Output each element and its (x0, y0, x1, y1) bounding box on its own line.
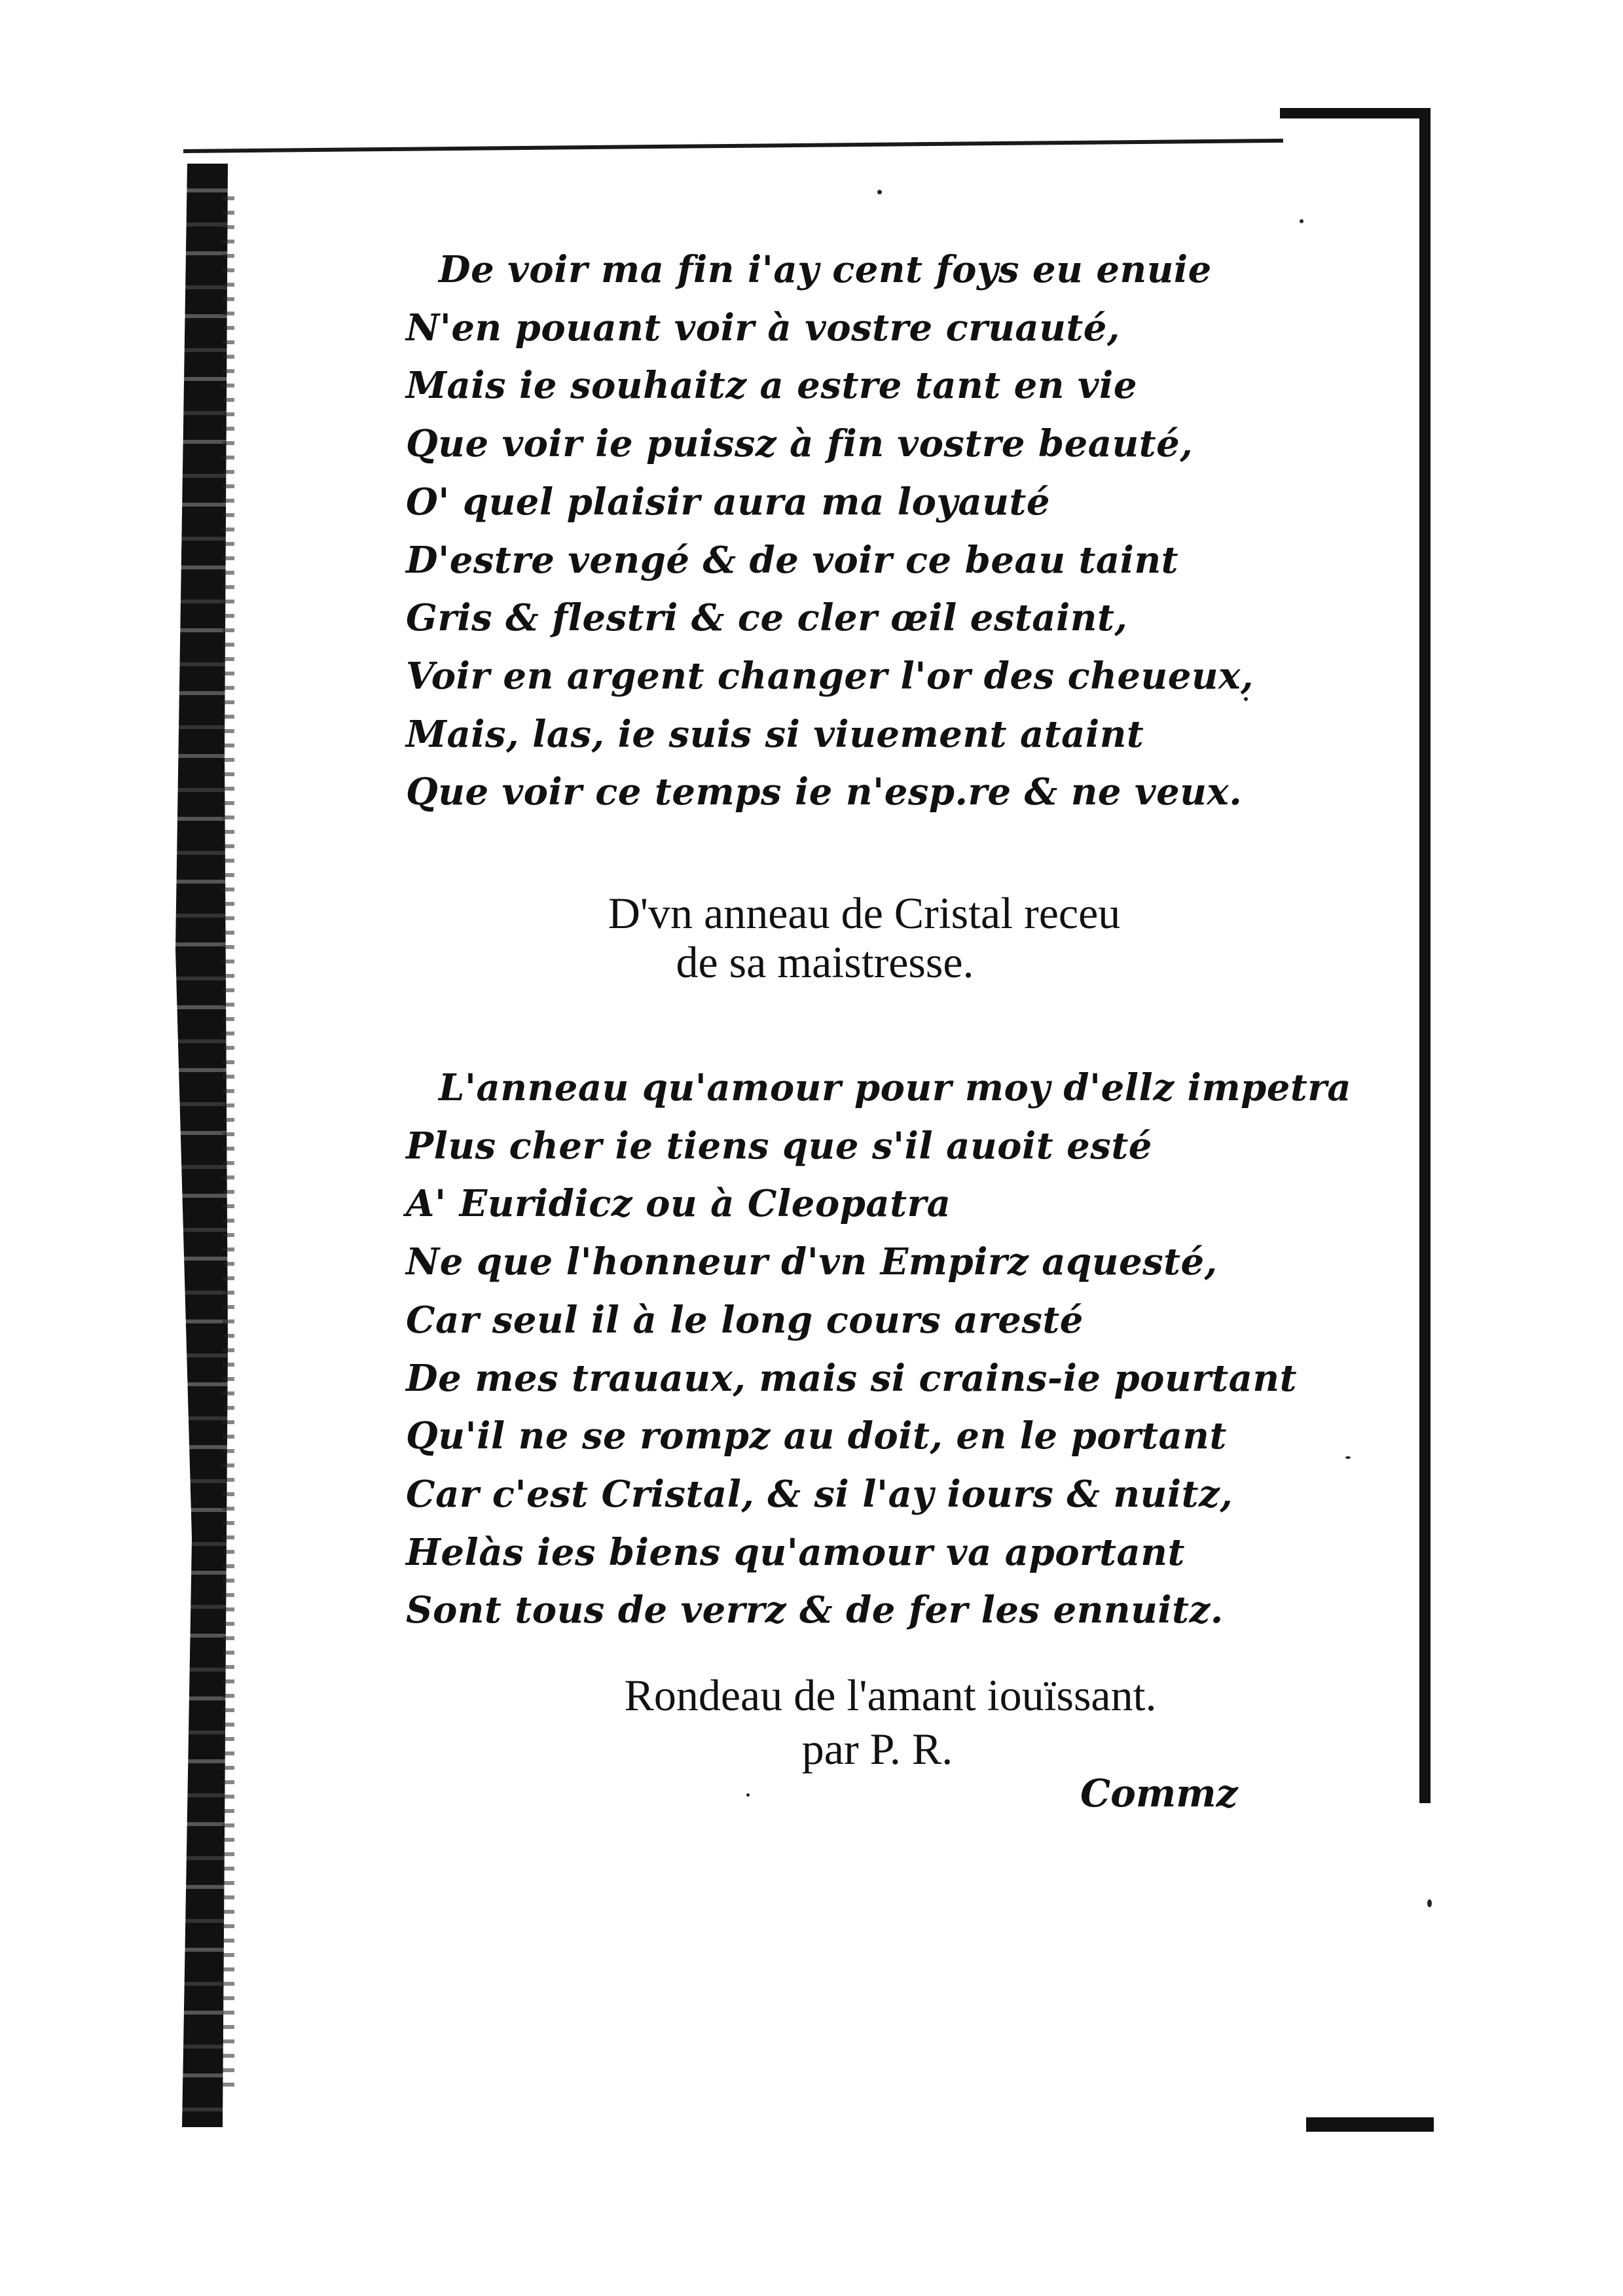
rondeau-title: Rondeau de l'amant iouïssant. (624, 1670, 1157, 1720)
verse-line: Car seul il à le long cours aresté (406, 1298, 1084, 1342)
verse-line: A' Euridicz ou à Cleopatra (406, 1182, 951, 1226)
ink-speck (877, 190, 882, 194)
verse-line: Mais ie souhaitz a estre tant en vie (406, 364, 1137, 408)
verse-line: Ne que l'honneur d'vn Empirz aquesté, (406, 1240, 1218, 1284)
verse-line: N'en pouant voir à vostre cruauté, (406, 306, 1120, 350)
verse-line: De mes trauaux, mais si crains-ie pourtant (406, 1356, 1297, 1400)
verse-line: Sont tous de verrz & de fer les ennuitz. (406, 1588, 1224, 1632)
verse-line: Mais, las, ie suis si viuement ataint (406, 712, 1144, 756)
verse-line: Que voir ie puissz à fin vostre beauté, (406, 422, 1194, 466)
verse-line: De voir ma fin i'ay cent foys eu enuie (439, 248, 1212, 291)
verse-line: Helàs ies biens qu'amour va aportant (406, 1530, 1185, 1574)
rondeau-author: par P. R. (801, 1724, 953, 1774)
right-page-edge-line (1419, 108, 1431, 1803)
verse-line: D'estre vengé & de voir ce beau taint (406, 538, 1179, 582)
verse-line: L'anneau qu'amour pour moy d'ellz impetra (439, 1066, 1352, 1109)
verse-line: Qu'il ne se rompz au doit, en le portant (406, 1414, 1227, 1458)
verse-line: Voir en argent changer l'or des cheueux, (406, 654, 1254, 698)
ink-speck (1427, 1899, 1432, 1907)
ink-speck (746, 1793, 750, 1797)
verse-line: O' quel plaisir aura ma loyauté (406, 480, 1050, 524)
verse-line: Que voir ce temps ie n'esp.re & ne veux. (406, 770, 1243, 814)
poem-stanza-2 (406, 1059, 1401, 1640)
poem-title-line-1: D'vn anneau de Cristal receu (608, 888, 1121, 938)
verse-line: Car c'est Cristal, & si l'ay iours & nuitz, (406, 1472, 1233, 1516)
bottom-right-bar (1306, 2117, 1434, 2132)
catchword: Commz (1080, 1771, 1238, 1816)
top-page-edge-line (183, 139, 1283, 153)
poem-title-line-2: de sa maistresse. (676, 937, 974, 987)
poem-stanza-1 (406, 241, 1401, 821)
ink-speck (1300, 219, 1304, 223)
verse-line: Plus cher ie tiens que s'il auoit esté (406, 1124, 1152, 1168)
left-page-edge-shadow (162, 164, 228, 2127)
left-page-edge-fringe (223, 196, 234, 2094)
right-corner-bar (1280, 108, 1431, 118)
verse-line: Gris & flestri & ce cler œil estaint, (406, 596, 1128, 640)
